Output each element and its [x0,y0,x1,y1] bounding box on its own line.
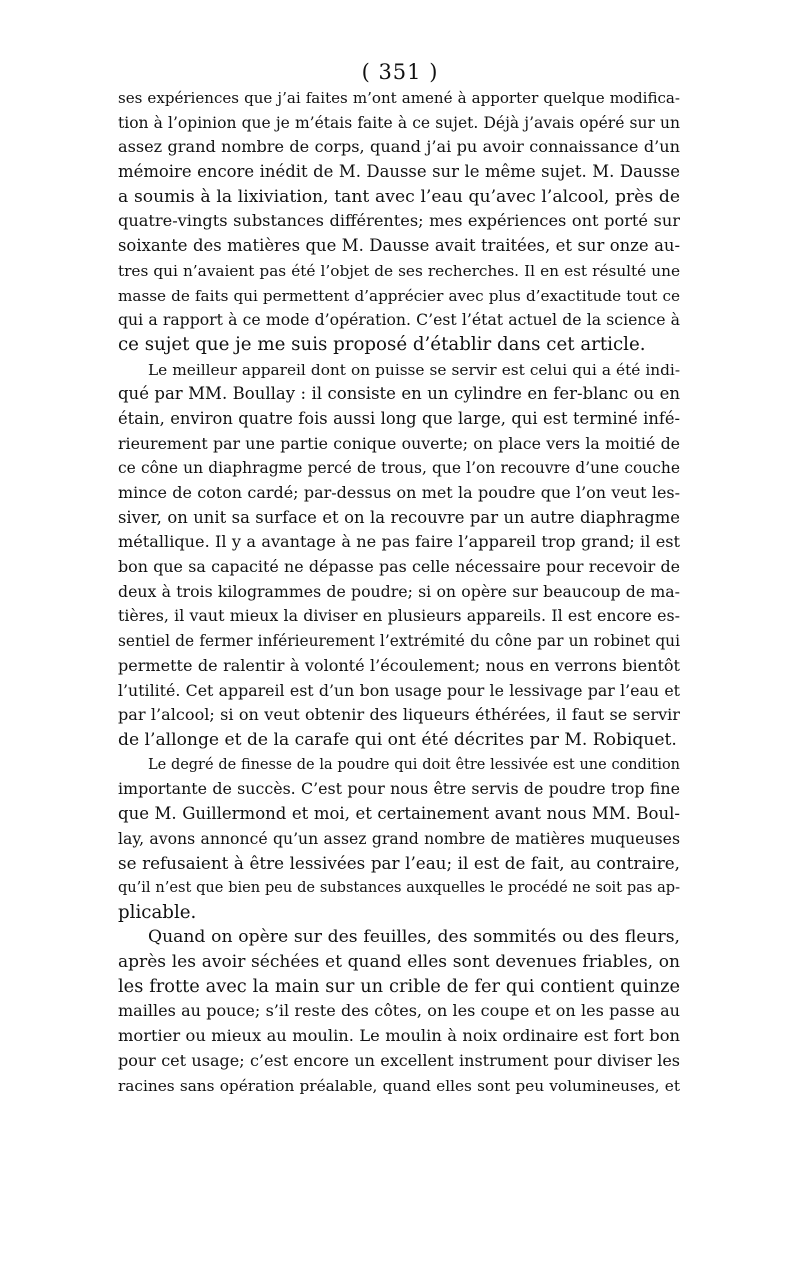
text-line: tières, il vaut mieux la diviser en plusieurs appareils. Il est encore es- [118,606,680,626]
text-line: soixante des matières que M. Dausse avait traitées, et sur onze au- [118,236,680,256]
text-line: mailles au pouce; s’il reste des côtes, on les coupe et on les passe au [118,1001,680,1021]
text-line: Quand on opère sur des feuilles, des sommités ou des fleurs, [148,927,680,948]
text-line: mince de coton cardé; par-dessus on met la poudre que l’on veut les- [118,483,680,502]
page-number: ( 351 ) [361,60,439,84]
paragraph-1 [118,86,680,358]
text-line: après les avoir séchées et quand elles sont devenues friables, on [118,952,680,973]
text-line: a soumis à la lixiviation, tant avec l’eau qu’avec l’alcool, près de [118,186,680,207]
text-line: étain, environ quatre fois aussi long que large, qui est terminé infé- [118,408,680,428]
text-line: par l’alcool; si on veut obtenir des liqueurs éthérées, il faut se servir [118,705,680,725]
text-line: les frotte avec la main sur un crible de fer qui contient quinze [118,975,680,997]
paragraph-2 [118,358,680,753]
text-line: l’utilité. Cet appareil est d’un bon usage pour le lessivage par l’eau et [118,680,680,700]
text-line: importante de succès. C’est pour nous être servis de poudre trop fine [118,779,680,799]
text-line: sentiel de fermer inférieurement l’extrémité du cône par un robinet qui [118,632,680,651]
text-line: plicable. [118,901,197,923]
text-line: métallique. Il y a avantage à ne pas faire l’appareil trop grand; il est [118,532,680,552]
text-line: Le meilleur appareil dont on puisse se servir est celui qui a été indi- [148,360,680,379]
text-line: bon que sa capacité ne dépasse pas celle nécessaire pour recevoir de [118,557,680,577]
text-line: se refusaient à être lessivées par l’eau; il est de fait, au contraire, [118,853,680,874]
text-line: mémoire encore inédit de M. Dausse sur le même sujet. M. Dausse [118,162,680,182]
text-line: permette de ralentir à volonté l’écoulement; nous en verrons bientôt [118,655,680,675]
text-line: de l’allonge et de la carafe qui ont été décrites par M. Robiquet. [118,729,677,750]
text-line: tion à l’opinion que je m’étais faite à ce sujet. Déjà j’avais opéré sur un [118,113,680,132]
text-line: qu’il n’est que bien peu de substances auxquelles le procédé ne soit pas ap- [118,880,680,896]
text-line: siver, on unit sa surface et on la recouvre par un autre diaphragme [118,507,680,527]
text-line: pour cet usage; c’est encore un excellent instrument pour diviser les [118,1050,680,1070]
text-line: deux à trois kilogrammes de poudre; si on opère sur beaucoup de ma- [118,581,680,601]
text-line: Le degré de finesse de la poudre qui doit être lessivée est une condition [148,756,680,773]
text-line: qui a rapport à ce mode d’opération. C’est l’état actuel de la science à [118,310,680,330]
text-line: assez grand nombre de corps, quand j’ai pu avoir connaissance d’un [118,137,680,157]
paragraph-4 [118,925,680,1098]
text-line: rieurement par une partie conique ouverte; on place vers la moitié de [118,433,680,453]
text-line: masse de faits qui permettent d’apprécier avec plus d’exactitude tout ce [118,286,680,305]
body-text [118,86,680,1098]
text-line: ce sujet que je me suis proposé d’établir dans cet article. [118,333,646,355]
text-line: mortier ou mieux au moulin. Le moulin à noix ordinaire est fort bon [118,1026,680,1046]
text-line: ce cône un diaphragme percé de trous, que l’on recouvre d’une couche [118,459,680,478]
text-line: que M. Guillermond et moi, et certainement avant nous MM. Boul- [118,803,680,823]
text-line: racines sans opération préalable, quand elles sont peu volumineuses, et [118,1076,680,1095]
text-line: qué par MM. Boullay : il consiste en un cylindre en fer-blanc ou en [118,384,680,404]
text-line: lay, avons annoncé qu’un assez grand nombre de matières muqueuses [118,828,680,848]
text-line: tres qui n’avaient pas été l’objet de ses recherches. Il en est résulté une [118,261,680,280]
text-line: ses expériences que j’ai faites m’ont amené à apporter quelque modifica- [118,89,680,107]
paragraph-3 [118,753,680,926]
text-line: quatre-vingts substances différentes; mes expériences ont porté sur [118,211,680,231]
